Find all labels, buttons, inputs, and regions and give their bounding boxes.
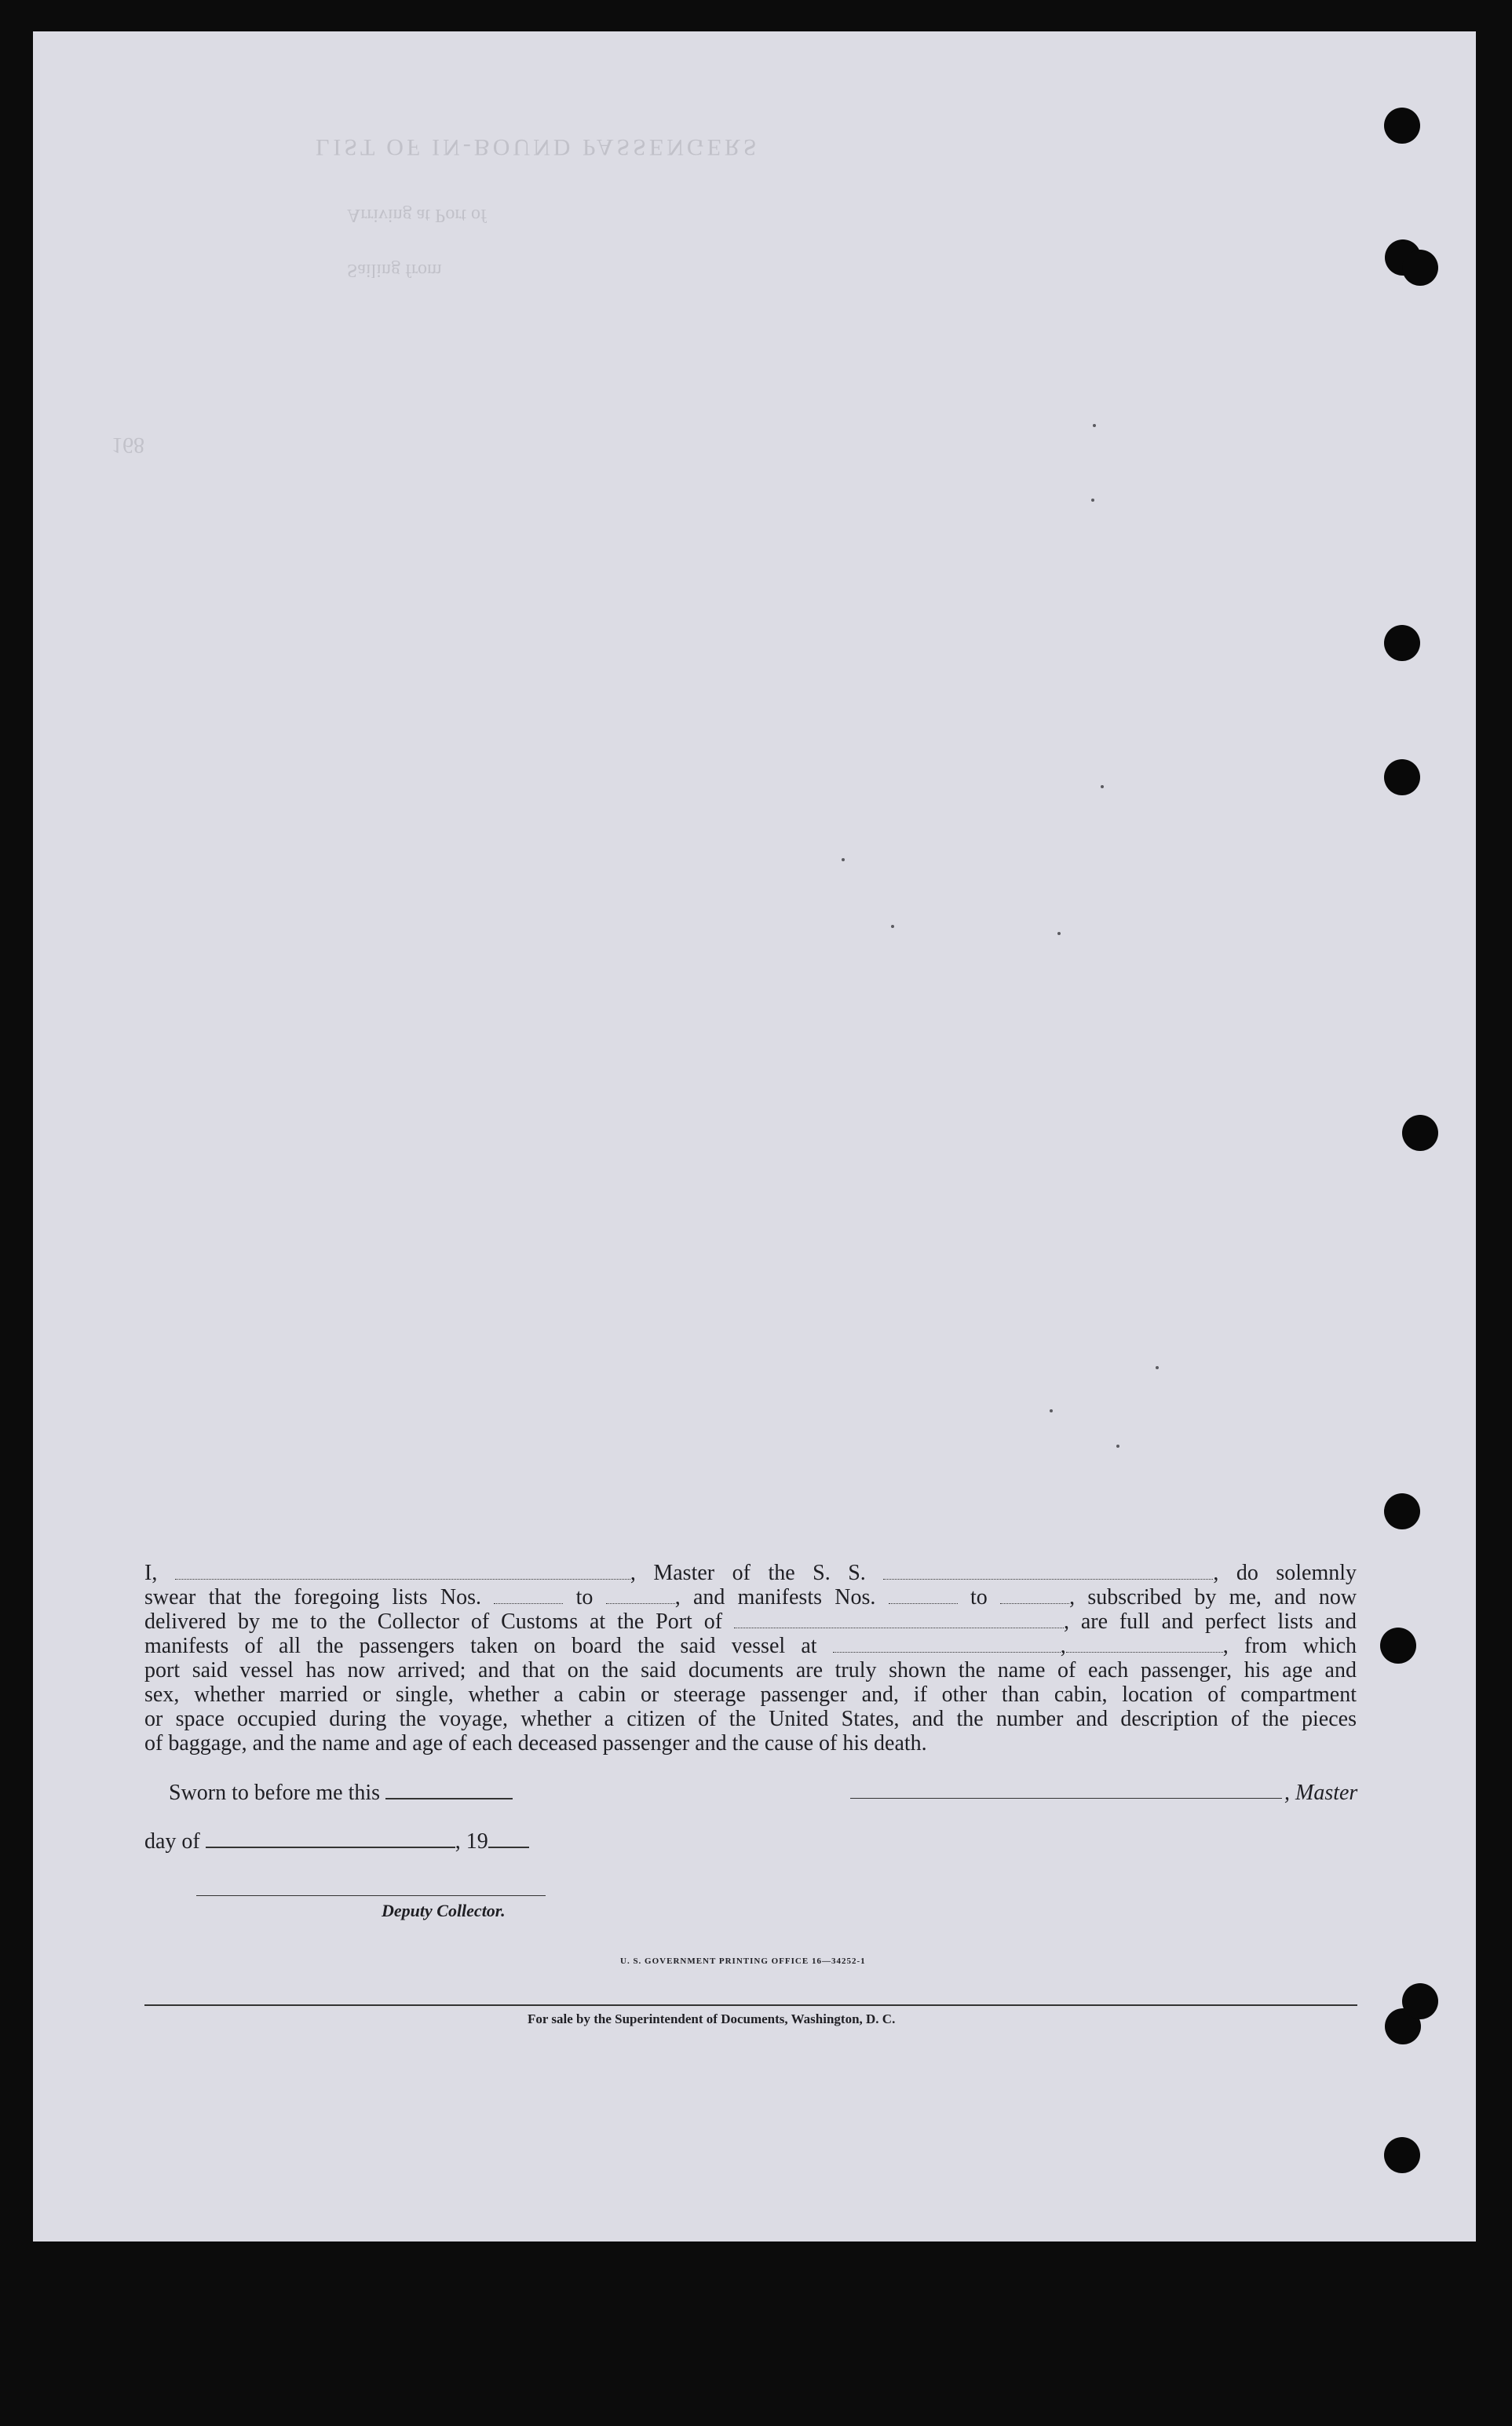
masters-oath [144,1561,1357,1756]
paper-speck [1050,1409,1053,1412]
year-prefix: , 19 [455,1829,488,1854]
sworn-date-blank [385,1781,513,1799]
oath-line-1 [144,1561,1357,1585]
bleed-through-text [111,94,1399,457]
paper-speck [1156,1366,1159,1369]
bleed-through-page-number: 168 [111,433,144,457]
ship-name-blank [883,1562,1213,1580]
oath-do-solemnly: , do solemnly [1213,1561,1357,1585]
paper-speck [1116,1445,1119,1448]
oath-manifests-all: manifests of all the passengers taken on board the said vessel at [144,1634,817,1658]
oath-swear-lists: swear that the foregoing lists Nos. [144,1585,482,1609]
oath-master-of-ss: , Master of the S. S. [630,1561,866,1585]
oath-i: I, [144,1561,158,1585]
oath-line-3 [144,1609,1357,1634]
paper-speck [891,925,894,928]
list-from-blank [494,1586,563,1604]
deputy-signature-line [196,1895,546,1896]
bleed-through-line-b: Sailing from [347,260,442,280]
deputy-collector-label: Deputy Collector. [382,1901,506,1920]
paper-speck [842,858,845,861]
punch-hole [1380,1628,1416,1664]
master-name-blank [175,1562,630,1580]
year-blank [488,1829,529,1848]
paper-speck [1091,499,1094,502]
master-label: , Master [1284,1781,1358,1805]
punch-hole [1402,250,1438,286]
oath-line-2 [144,1585,1357,1609]
paper-speck [1101,785,1104,788]
oath-line-8: of baggage, and the name and age of each deceased passenger and the cause of his death. [144,1731,927,1756]
footer-rule [144,2004,1357,2006]
sworn-label: Sworn to before me this [169,1781,381,1805]
oath-line-7: or space occupied during the voyage, whether a citizen of the United States, and the number and description of the pieces [144,1707,1357,1731]
day-of-label: day of [144,1829,200,1854]
oath-line-5: port said vessel has now arrived; and that on the said documents are truly shown the name of each passenger, his age and [144,1658,1357,1682]
manifest-to-blank [1000,1586,1069,1604]
paper-speck [1057,932,1061,935]
printing-office-imprint: U. S. GOVERNMENT PRINTING OFFICE 16—34252-1 [620,1957,866,1966]
punch-hole [1384,2137,1420,2173]
paper-sheet [33,31,1476,2241]
oath-line-6: sex, whether married or single, whether a cabin or steerage passenger and, if other than cabin, location of compartment [144,1682,1357,1707]
oath-subscribed: , subscribed by me, and now [1069,1585,1357,1609]
bleed-through-title: LIST OF IN-BOUND PASSENGERS [316,134,760,160]
punch-hole [1384,108,1420,144]
sworn-row [169,1781,513,1806]
oath-from-which: , from which [1222,1634,1357,1658]
embark-country-blank [1066,1635,1223,1653]
oath-and-manifests: , and manifests Nos. [674,1585,876,1609]
paper-speck [1093,424,1096,427]
oath-full-perfect: , are full and perfect lists and [1063,1609,1357,1634]
list-to-blank [606,1586,675,1604]
port-blank [734,1610,1064,1628]
sale-notice: For sale by the Superintendent of Documents, Washington, D. C. [528,2011,896,2026]
manifest-from-blank [889,1586,958,1604]
oath-delivered: delivered by me to the Collector of Customs at the Port of [144,1609,723,1634]
punch-hole [1402,1115,1438,1151]
oath-to-2: to [970,1585,988,1609]
oath-comma: , [1060,1634,1066,1658]
day-of-blank [206,1829,455,1848]
punch-hole [1384,1493,1420,1529]
bleed-through-line-a: Arriving at Port of [347,205,487,225]
punch-hole [1384,625,1420,661]
master-signature-line [850,1798,1282,1799]
day-row [144,1829,529,1854]
punch-hole [1402,1983,1438,2019]
punch-hole [1384,759,1420,795]
oath-line-4 [144,1634,1357,1658]
embark-port-blank [833,1635,1061,1653]
oath-to-1: to [575,1585,593,1609]
